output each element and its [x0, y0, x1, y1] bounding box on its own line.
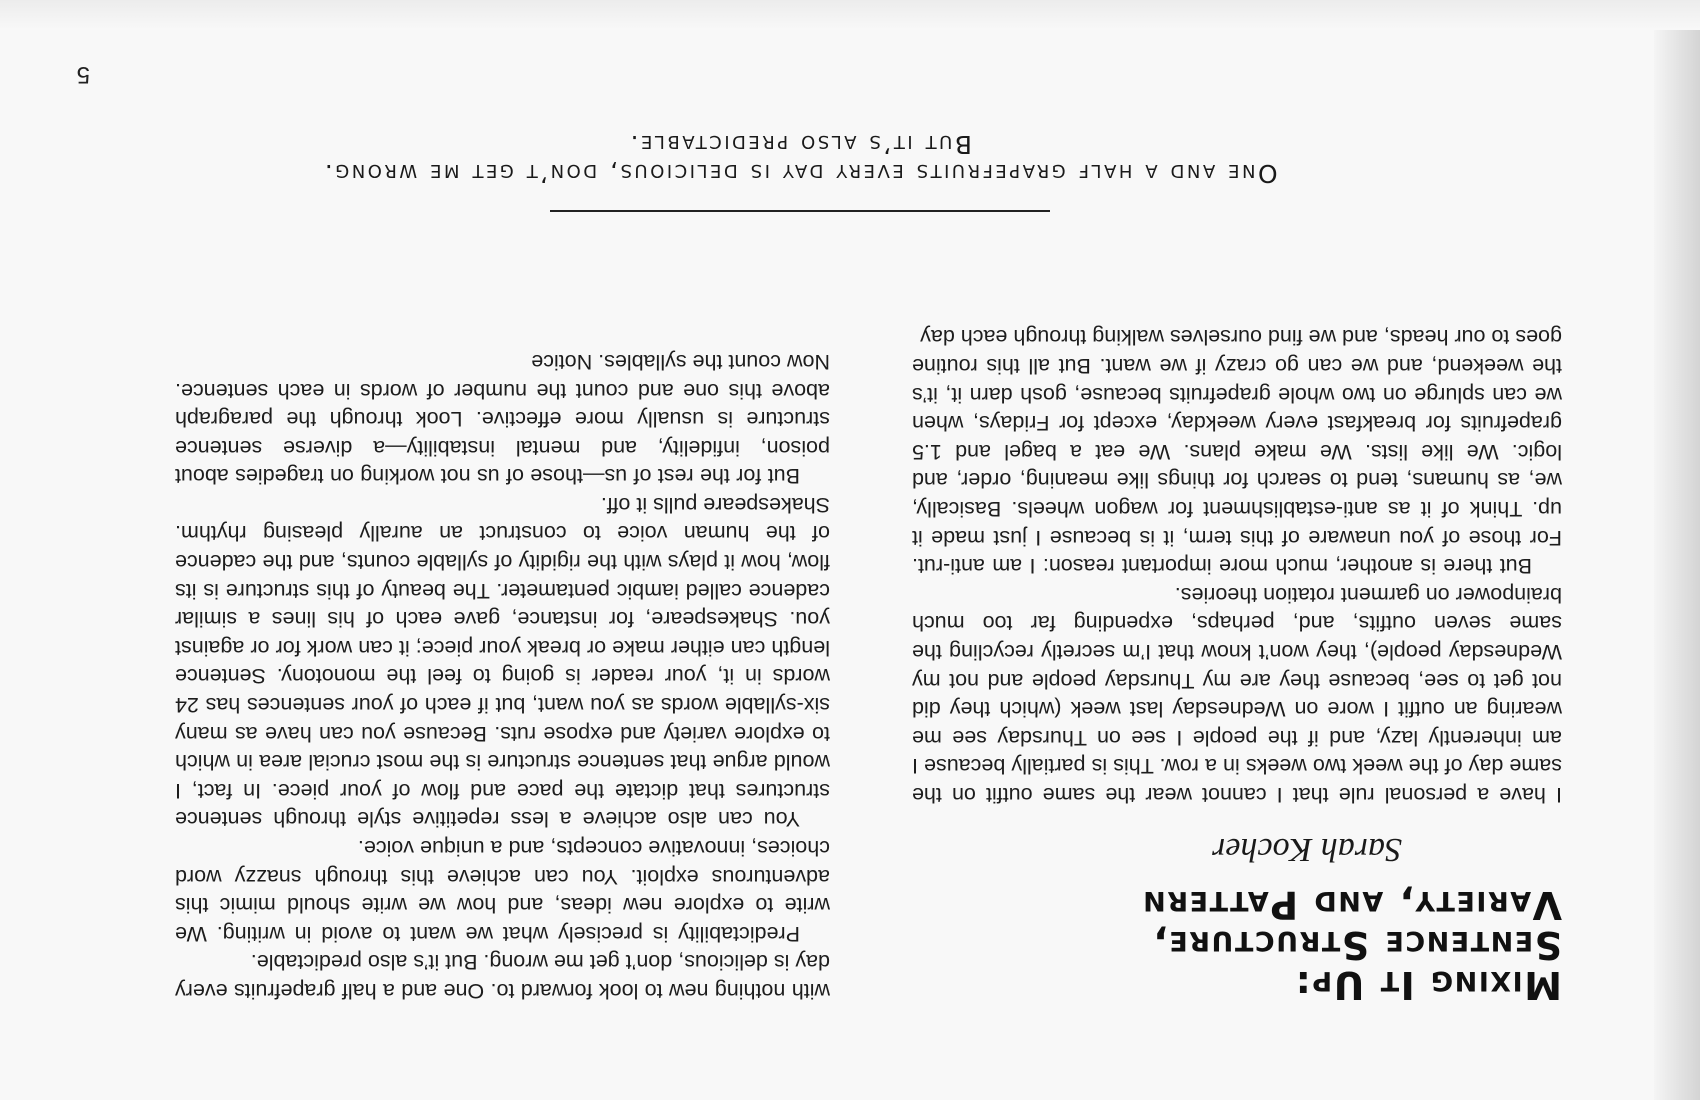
paragraph: You can also achieve a less repetitive style through sentence structures that dictate the pace and flow of your piece. In fact, I would argue that sentence structure is the most crucial area in which to explore variety and expose ruts. Because you can have as many six-syllable words as you want, but if each of your sentences has 24 words in it, your reader is going to feel the monotony. Sentence length can either make or break your piece; it can work for or against you. Shakespeare, for instance, gave each of his lines a similar cadence called iambic pentameter. The beauty of this structure is its flow, how it plays with the rigidity of syllable counts, and the cadence of the human voice to construct an aurally pleasing rhythm. Shakespeare pulls it off.	[175, 492, 830, 832]
page-edge	[0, 0, 1700, 30]
binding-gutter	[1654, 0, 1700, 1100]
page-number: 5	[76, 61, 90, 88]
left-column	[912, 323, 1562, 1005]
pull-quote	[190, 130, 1410, 212]
paragraph: with nothing new to look forward to. One and a half grapefruits every day is delicious, don’t get me wrong. But it’s also predictable.	[175, 950, 830, 1003]
paragraph: But for the rest of us—those of us not working on tragedies about poison, infidelity, and mental instability—a diverse sentence structure is usually more effective. Look through the paragraph above this one and count the number of words in each sentence. Now count the syllables. Notice	[175, 349, 830, 489]
pull-quote-line-1: One and a half grapefruits every day is delicious, don’t get me wrong.	[322, 159, 1278, 188]
title-line-2: Sentence Structure,	[1151, 923, 1562, 967]
pull-quote-line-2: But it’s also predictable.	[628, 130, 972, 159]
right-column	[175, 347, 830, 1005]
pull-quote-rule	[550, 210, 1050, 212]
title-line-1: Mixing It Up:	[1294, 963, 1562, 1007]
paragraph: Predictability is precisely what we want to avoid in writing. We write to explore new ideas, and how we write should mimic this adventurous exploit. You can achieve this through snazzy word choices, innovative concepts, and a unique voice.	[175, 836, 830, 946]
author-byline: Sarah Kocher	[1212, 831, 1402, 868]
title-line-3: Variety, and Pattern	[1141, 883, 1562, 927]
paragraph: But there is another, much more important reason: I am anti-rut. For those of you unaware of this term, it is because I just made it up. Think of it as anti-establishment for wagon wheels. Basically, we, as humans, tend to search for things like meaning, order, and logic. We like lists. We make plans. We eat a bagel and 1.5 grapefruits for breakfast every weekday, except for Fridays, when we can splurge on two whole grapefruits because, gosh darn it, it’s the weekend, and we can go crazy if we want. But all this routine goes to our heads, and we find ourselves walking through each day	[912, 325, 1562, 579]
article-title	[912, 885, 1562, 1005]
paragraph: I have a personal rule that I cannot wear the same outfit on the same day of the week two weeks in a row. This is partially because I am inherently lazy, and if the people I see on Thursday see me wearing an outfit I wore on Wednesday last week (which they did not get to see, because they are my Thursday people and not my Wednesday people), they won’t know that I’m secretly recycling the same seven outfits, and, perhaps, expending far too much brainpower on garment rotation theories.	[912, 582, 1562, 807]
